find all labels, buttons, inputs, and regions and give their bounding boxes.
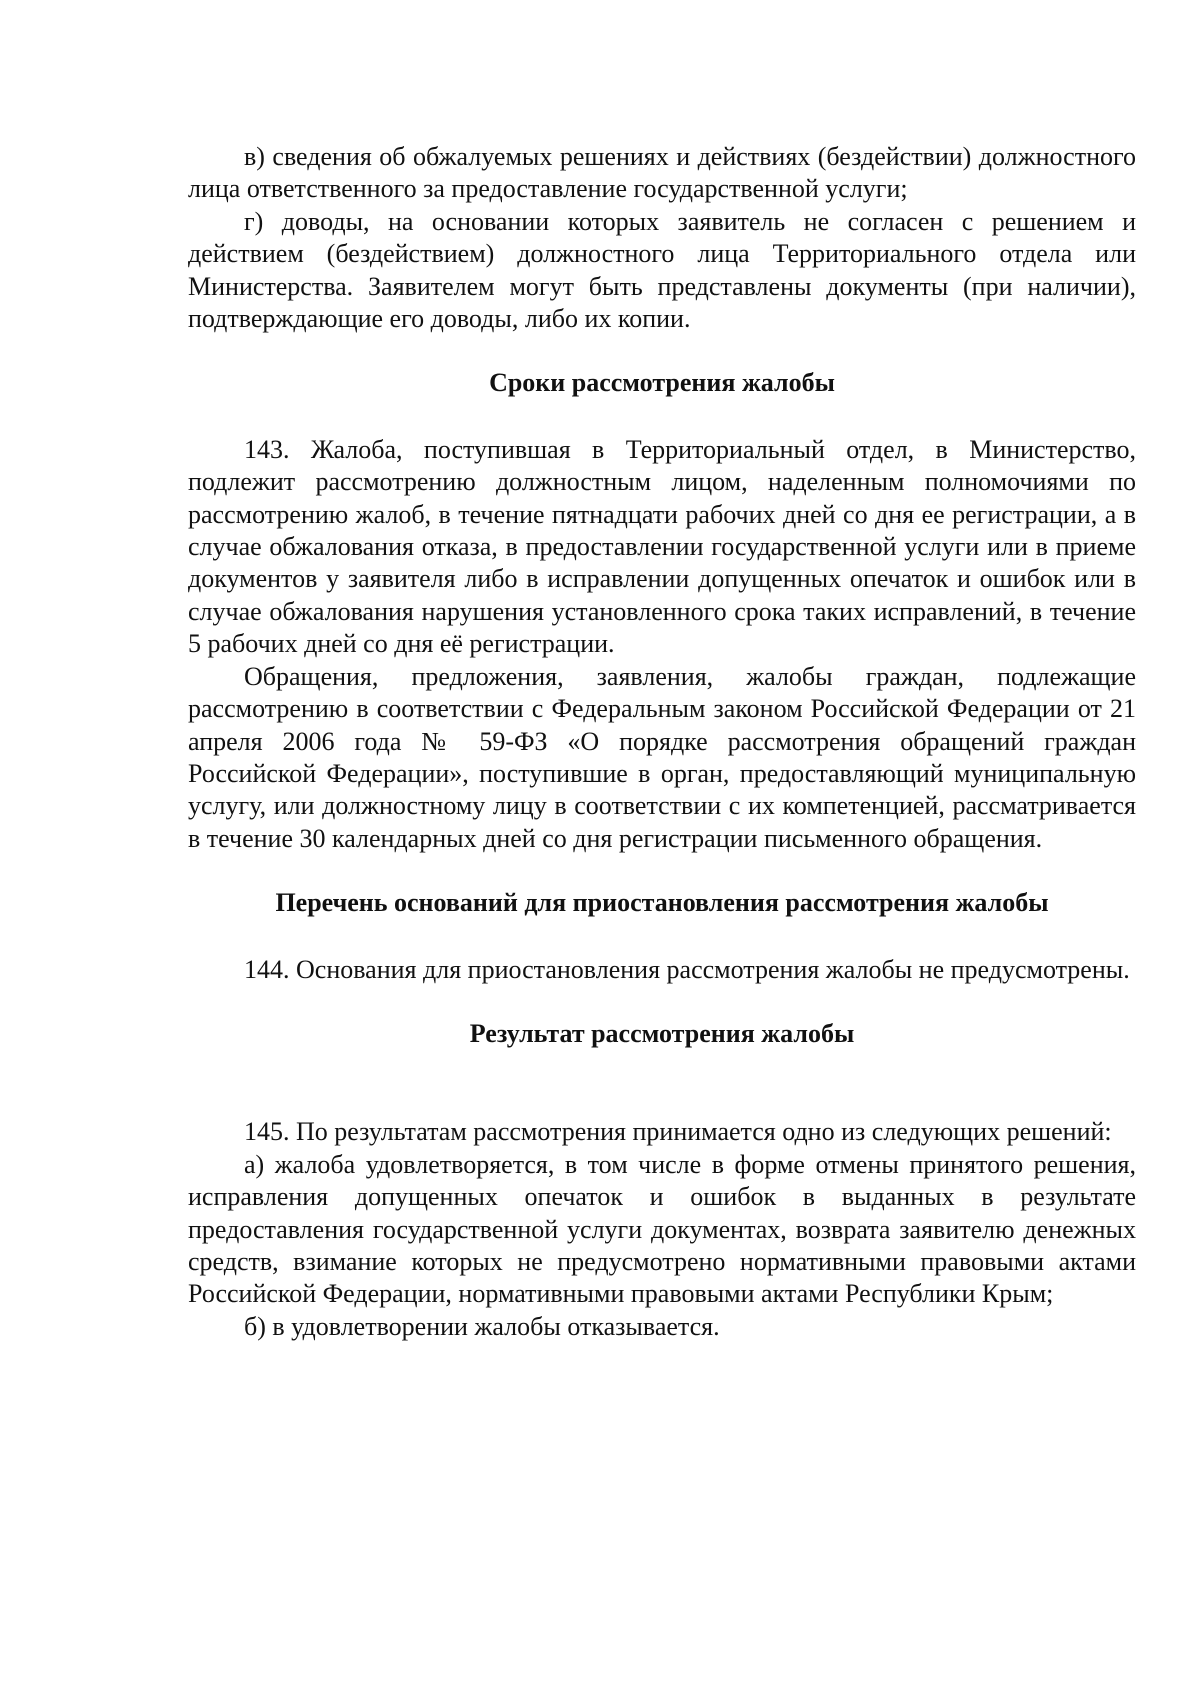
paragraph-145: 145. По результатам рассмотрения принимается одно из следующих решений:	[244, 1117, 1112, 1147]
paragraph-144: 144. Основания для приостановления рассмотрения жалобы не предусмотрены.	[244, 954, 1130, 984]
section-heading-suspension: Перечень оснований для приостановления рассмотрения жалобы	[275, 888, 1049, 918]
section-heading-result: Результат рассмотрения жалобы	[469, 1018, 855, 1048]
paragraph-item-v: в) сведения об обжалуемых решениях и действиях (бездействии) должностного лица ответственного за предоставление государственной услуги;	[188, 142, 1136, 204]
paragraph-143: 143. Жалоба, поступившая в Территориальный отдел, в Министерство, подлежит рассмотрению должностным лицом, наделенным полномочиями по рассмотрению жалоб, в течение пятнадцати рабочих дней со дня ее регистрации, а в случае обжалования отказа, в предоставлении государственной услуги или в приеме документов у заявителя либо в исправлении допущенных опечаток и ошибок или в случае обжалования нарушения установленного срока таких исправлений, в течение 5 рабочих дней со дня её регистрации.	[188, 434, 1136, 659]
paragraph-145-a: а) жалоба удовлетворяется, в том числе в форме отмены принятого решения, исправления допущенных опечаток и ошибок в выданных в результате предоставления государственной услуги документах, возврата заявителю денежных средств, взимание которых не предусмотрено нормативными правовыми актами Российской Федерации, нормативными правовыми актами Республики Крым;	[188, 1149, 1136, 1309]
section-heading-terms: Сроки рассмотрения жалобы	[489, 368, 835, 398]
paragraph-item-g: г) доводы, на основании которых заявитель не согласен с решением и действием (бездействием) должностного лица Территориального отдела или Министерства. Заявителем могут быть представлены документы (при наличии), подтверждающие его доводы, либо их копии.	[188, 206, 1136, 334]
paragraph-143-appeals: Обращения, предложения, заявления, жалобы граждан, подлежащие рассмотрению в соответствии с Федеральным законом Российской Федерации от 21 апреля 2006 года № 59-ФЗ «О порядке рассмотрения обращений граждан Российской Федерации», поступившие в орган, предоставляющий муниципальную услугу, или должностному лицу в соответствии с их компетенцией, рассматривается в течение 30 календарных дней со дня регистрации письменного обращения.	[188, 661, 1136, 853]
paragraph-145-b: б) в удовлетворении жалобы отказывается.	[244, 1311, 720, 1341]
document-body	[188, 141, 1136, 1343]
